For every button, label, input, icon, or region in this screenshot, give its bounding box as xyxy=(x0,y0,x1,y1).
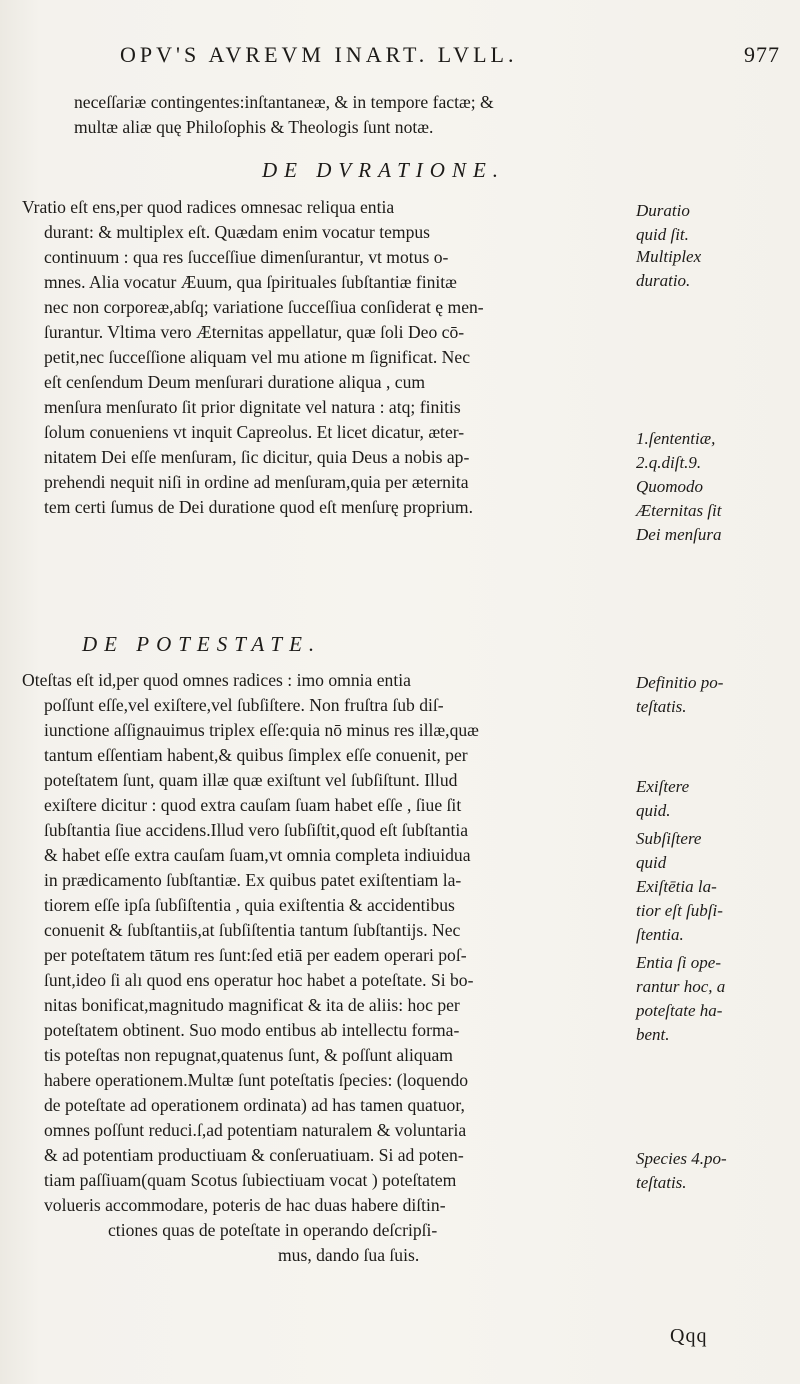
text-line: nec non corporeæ,abſq; variatione ſucceſſiua conſiderat ę men- xyxy=(44,297,484,317)
margin-note: Æternitas ſit xyxy=(636,501,722,520)
margin-note: Subſiſtere xyxy=(636,829,702,848)
text-line: nitatem Dei eſſe menſuram, ſic dicitur, quia Deus a nobis ap- xyxy=(44,447,470,467)
text-line: & habet eſſe extra cauſam ſuam,vt omnia completa indiuidua xyxy=(44,845,471,865)
text-line: in prædicamento ſubſtantiæ. Ex quibus patet exiſtentiam la- xyxy=(44,870,462,890)
text-line: & ad potentiam productiuam & conſeruatiuam. Si ad poten- xyxy=(44,1145,464,1165)
margin-note: Exiſtere xyxy=(636,777,690,796)
text-line: poteſtatem obtinent. Suo modo entibus ab intellectu forma- xyxy=(44,1020,460,1040)
text-line: neceſſariæ contingentes:inſtantaneæ, & in tempore factæ; & xyxy=(74,92,494,112)
margin-note: duratio. xyxy=(636,271,691,290)
text-line: multæ aliæ quę Philoſophis & Theologis ſunt notæ. xyxy=(74,117,434,137)
text-line: menſura menſurato ſit prior dignitate vel natura : atq; finitis xyxy=(44,397,461,417)
text-line: Vratio eſt ens,per quod radices omnesac reliqua entia xyxy=(22,197,395,217)
text-line: tem certi ſumus de Dei duratione quod eſt menſurę proprium. xyxy=(44,497,473,517)
margin-note: Exiſtētia la- xyxy=(636,877,717,896)
marginalia xyxy=(636,0,796,1384)
margin-note: teſtatis. xyxy=(636,1173,687,1192)
text-line: ſubſtantia ſiue accidens.Illud vero ſubſiſtit,quod eſt ſubſtantia xyxy=(44,820,469,840)
text-line: tis poteſtas non repugnat,quatenus ſunt, & poſſunt aliquam xyxy=(44,1045,453,1065)
margin-note: bent. xyxy=(636,1025,670,1044)
intro-paragraph xyxy=(74,90,650,140)
text-line: tiorem eſſe ipſa ſubſiſtentia , quia exiſtentia & accidentibus xyxy=(44,895,455,915)
margin-note: Definitio po- xyxy=(636,673,724,692)
text-line: ſurantur. Vltima vero Æternitas appellatur, quæ ſoli Deo cō- xyxy=(44,322,465,342)
text-line: de poteſtate ad operationem ordinata) ad has tamen quatuor, xyxy=(44,1095,465,1115)
running-title: OPV'S AVREVM INART. LVLL. xyxy=(120,42,518,67)
text-line: ſunt,ideo ſi alı quod ens operatur hoc habet a poteſtate. Si bo- xyxy=(44,970,474,990)
margin-note: Quomodo xyxy=(636,477,704,496)
text-line: tantum eſſentiam habent,& quibus ſimplex eſſe conuenit, per xyxy=(44,745,468,765)
text-line: nitas bonificat,magnitudo magnificat & ita de aliis: hoc per xyxy=(44,995,460,1015)
margin-note: teſtatis. xyxy=(636,697,687,716)
margin-note: tior eſt ſubſi- xyxy=(636,901,723,920)
text-line: continuum : qua res ſucceſſiue dimenſurantur, vt motus o- xyxy=(44,247,449,267)
text-line: Oteſtas eſt id,per quod omnes radices : imo omnia entia xyxy=(22,670,411,690)
text-line: prehendi nequit niſi in ordine ad menſuram,quia per æternita xyxy=(44,472,469,492)
signature-mark: Qqq xyxy=(670,1325,708,1347)
margin-note: quid ſit. xyxy=(636,225,689,244)
text-line: per poteſtatem tātum res ſunt:ſed etiā per eadem operari poſ- xyxy=(44,945,467,965)
text-line: mnes. Alia vocatur Æuum, qua ſpirituales ſubſtantiæ finitæ xyxy=(44,272,457,292)
text-line: volueris accommodare, poteris de hac duas habere diſtin- xyxy=(44,1195,446,1215)
paragraph-duratione xyxy=(22,195,632,520)
margin-note: 1.ſententiæ, xyxy=(636,429,716,448)
margin-note: rantur hoc, a xyxy=(636,977,726,996)
margin-note: poteſtate ha- xyxy=(636,1001,723,1020)
margin-note: Dei menſura xyxy=(636,525,722,544)
margin-note: ſtentia. xyxy=(636,925,684,944)
text-line: habere operationem.Multæ ſunt poteſtatis ſpecies: (loquendo xyxy=(44,1070,469,1090)
paragraph-potestate xyxy=(22,668,632,1268)
margin-note: quid xyxy=(636,853,667,872)
section-heading-potestate: DE POTESTATE. xyxy=(82,632,322,656)
text-line: exiſtere dicitur : quod extra cauſam ſuam habet eſſe , ſiue ſit xyxy=(44,795,462,815)
margin-note: Species 4.po- xyxy=(636,1149,727,1168)
section-heading-duratione: DE DVRATIONE. xyxy=(262,158,506,182)
text-line: petit,nec ſucceſſione aliquam vel mu atione m ſignificat. Nec xyxy=(44,347,471,367)
text-line: ctiones quas de poteſtate in operando deſcripſi- xyxy=(108,1220,438,1240)
text-line: mus, dando ſua ſuis. xyxy=(278,1245,420,1265)
margin-note: quid. xyxy=(636,801,671,820)
text-line: eſt cenſendum Deum menſurari duratione aliqua , cum xyxy=(44,372,426,392)
margin-note: Entia ſi ope- xyxy=(636,953,721,972)
text-line: poſſunt eſſe,vel exiſtere,vel ſubſiſtere. Non fruſtra ſub diſ- xyxy=(44,695,444,715)
margin-note: Duratio xyxy=(636,201,690,220)
page-number: 977 xyxy=(744,42,780,67)
margin-note: 2.q.diſt.9. xyxy=(636,453,702,472)
text-line: ſolum conueniens vt inquit Capreolus. Et licet dicatur, æter- xyxy=(44,422,465,442)
text-line: durant: & multiplex eſt. Quædam enim vocatur tempus xyxy=(44,222,431,242)
text-line: tiam paſſiuam(quam Scotus ſubiectiuam vocat ) poteſtatem xyxy=(44,1170,457,1190)
text-line: poteſtatem ſunt, quam illæ quæ exiſtunt vel ſubſiſtunt. Illud xyxy=(44,770,458,790)
text-line: omnes poſſunt reduci.ſ,ad potentiam naturalem & voluntaria xyxy=(44,1120,467,1140)
text-line: conuenit & ſubſtantiis,at ſubſiſtentia tantum ſubſtantijs. Nec xyxy=(44,920,461,940)
margin-note: Multiplex xyxy=(636,247,702,266)
text-line: iunctione aſſignauimus triplex eſſe:quia nō minus res illæ,quæ xyxy=(44,720,479,740)
